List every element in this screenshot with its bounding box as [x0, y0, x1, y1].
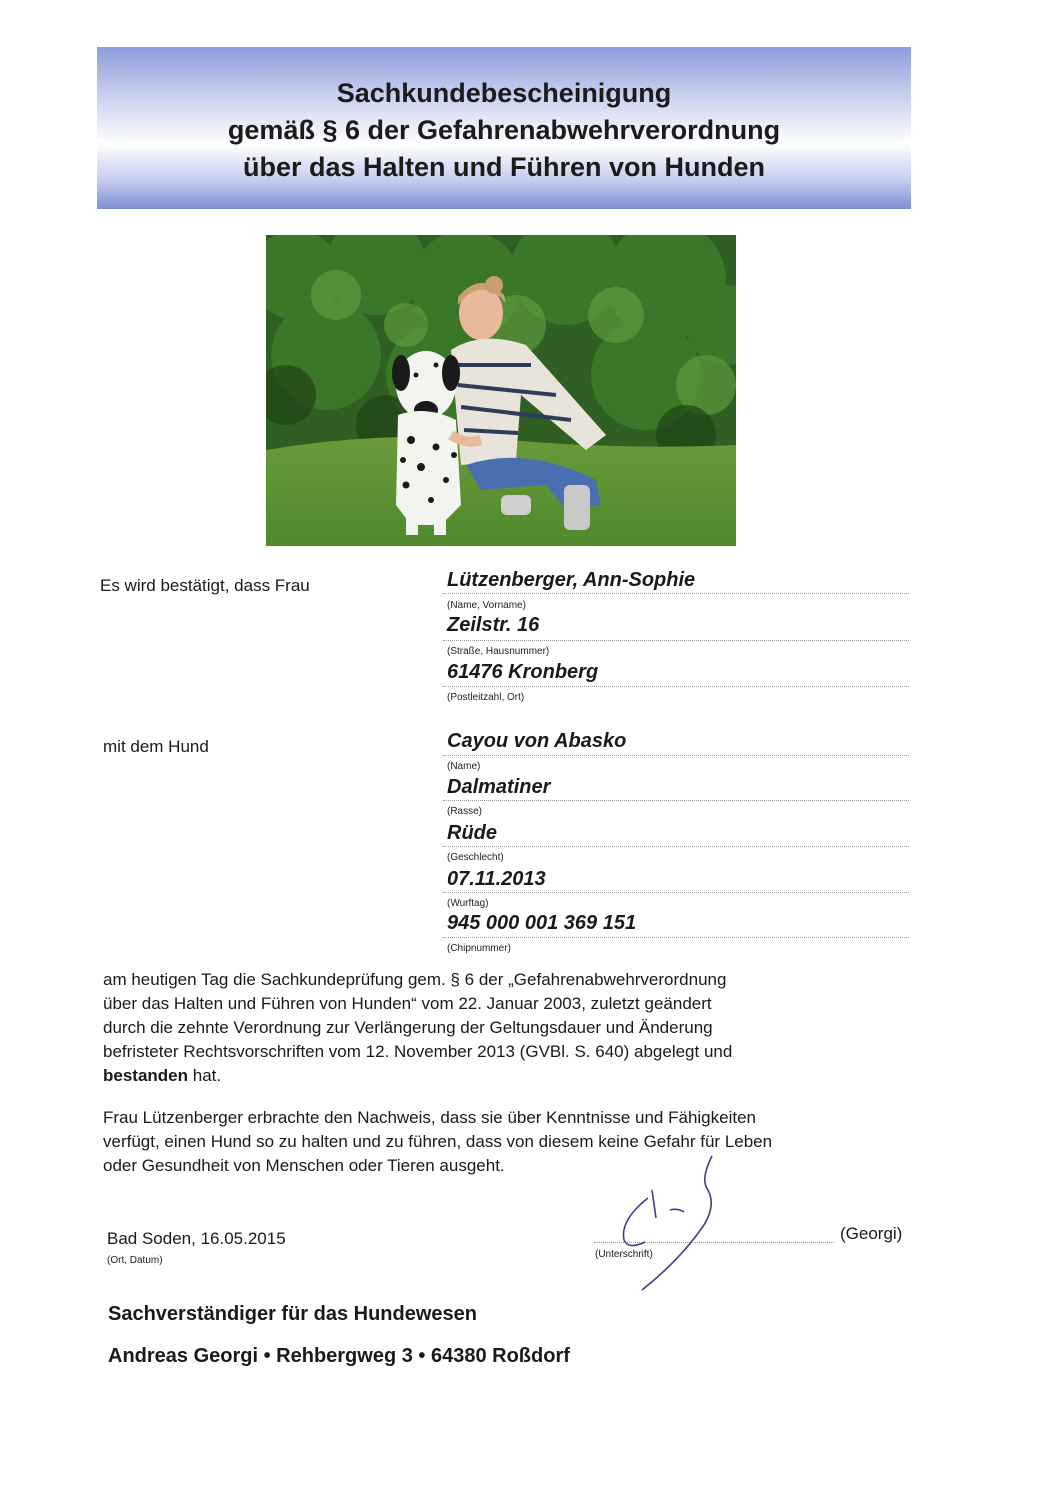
- owner-city-line: [443, 686, 909, 687]
- dog-intro-label: mit dem Hund: [103, 737, 209, 756]
- competence-paragraph: [103, 1106, 923, 1178]
- dog-breed: Dalmatiner: [447, 776, 551, 798]
- para1-line-3: durch die zehnte Verordnung zur Verlängerung der Geltungsdauer und Änderung: [103, 1018, 713, 1037]
- dog-name: Cayou von Abasko: [447, 730, 627, 752]
- passed-word: bestanden: [103, 1066, 189, 1085]
- para2-line-2: verfügt, einen Hund so zu halten und zu führen, dass von diesem keine Gefahr für Leben: [103, 1132, 773, 1151]
- owner-name-caption: (Name, Vorname): [447, 600, 526, 611]
- certification-paragraph: [103, 968, 923, 1088]
- para2-line-1: Frau Lützenberger erbrachte den Nachweis, dass sie über Kenntnisse und Fähigkeiten: [103, 1108, 756, 1127]
- dog-sex-caption: (Geschlecht): [447, 852, 504, 863]
- dog-sex: Rüde: [447, 822, 497, 844]
- dog-birthdate-line: [443, 892, 909, 893]
- handwritten-signature: [600, 1150, 760, 1300]
- owner-dog-photo: [266, 235, 736, 546]
- place-date: Bad Soden, 16.05.2015: [107, 1229, 286, 1248]
- dog-birthdate: 07.11.2013: [447, 868, 546, 890]
- dog-sex-line: [443, 846, 909, 847]
- dog-breed-line: [443, 800, 909, 801]
- expert-address: Andreas Georgi • Rehbergweg 3 • 64380 Roßdorf: [108, 1345, 570, 1367]
- owner-city: 61476 Kronberg: [447, 661, 599, 683]
- title-line-1: Sachkundebescheinigung: [336, 78, 672, 108]
- para1-line-2: über das Halten und Führen von Hunden“ vom 22. Januar 2003, zuletzt geändert: [103, 994, 712, 1013]
- title-line-3: über das Halten und Führen von Hunden: [242, 152, 766, 182]
- expert-title: Sachverständiger für das Hundewesen: [108, 1303, 478, 1325]
- para1-line-5: [103, 1064, 923, 1088]
- para1-end: hat.: [188, 1066, 222, 1085]
- owner-street-caption: (Straße, Hausnummer): [447, 646, 550, 657]
- dog-name-line: [443, 755, 909, 756]
- place-date-caption: (Ort, Datum): [107, 1255, 163, 1266]
- title-line-2: gemäß § 6 der Gefahrenabwehrverordnung: [227, 115, 781, 145]
- para1-line-4: befristeter Rechtsvorschriften vom 12. November 2013 (GVBl. S. 640) abgelegt und: [103, 1042, 733, 1061]
- dog-chip-line: [443, 937, 909, 938]
- title-banner: [97, 47, 911, 209]
- photo-illustration: [266, 235, 736, 546]
- owner-street-line: [443, 640, 909, 641]
- dog-chip-number: 945 000 001 369 151: [447, 912, 637, 934]
- owner-city-caption: (Postleitzahl, Ort): [447, 692, 525, 703]
- signer-name: (Georgi): [840, 1224, 903, 1243]
- para1-line-1: am heutigen Tag die Sachkundeprüfung gem. § 6 der „Gefahrenabwehrverordnung: [103, 970, 727, 989]
- owner-street: Zeilstr. 16: [447, 614, 540, 636]
- signature-caption: (Unterschrift): [595, 1249, 653, 1260]
- para2-line-3: oder Gesundheit von Menschen oder Tieren ausgeht.: [103, 1156, 505, 1175]
- dog-name-caption: (Name): [447, 761, 481, 772]
- dog-chip-caption: (Chipnummer): [447, 943, 511, 954]
- dog-breed-caption: (Rasse): [447, 806, 483, 817]
- owner-name: Lützenberger, Ann-Sophie: [447, 569, 696, 591]
- owner-name-line: [443, 593, 909, 594]
- dog-birthdate-caption: (Wurftag): [447, 898, 489, 909]
- owner-intro-label: Es wird bestätigt, dass Frau: [100, 576, 310, 595]
